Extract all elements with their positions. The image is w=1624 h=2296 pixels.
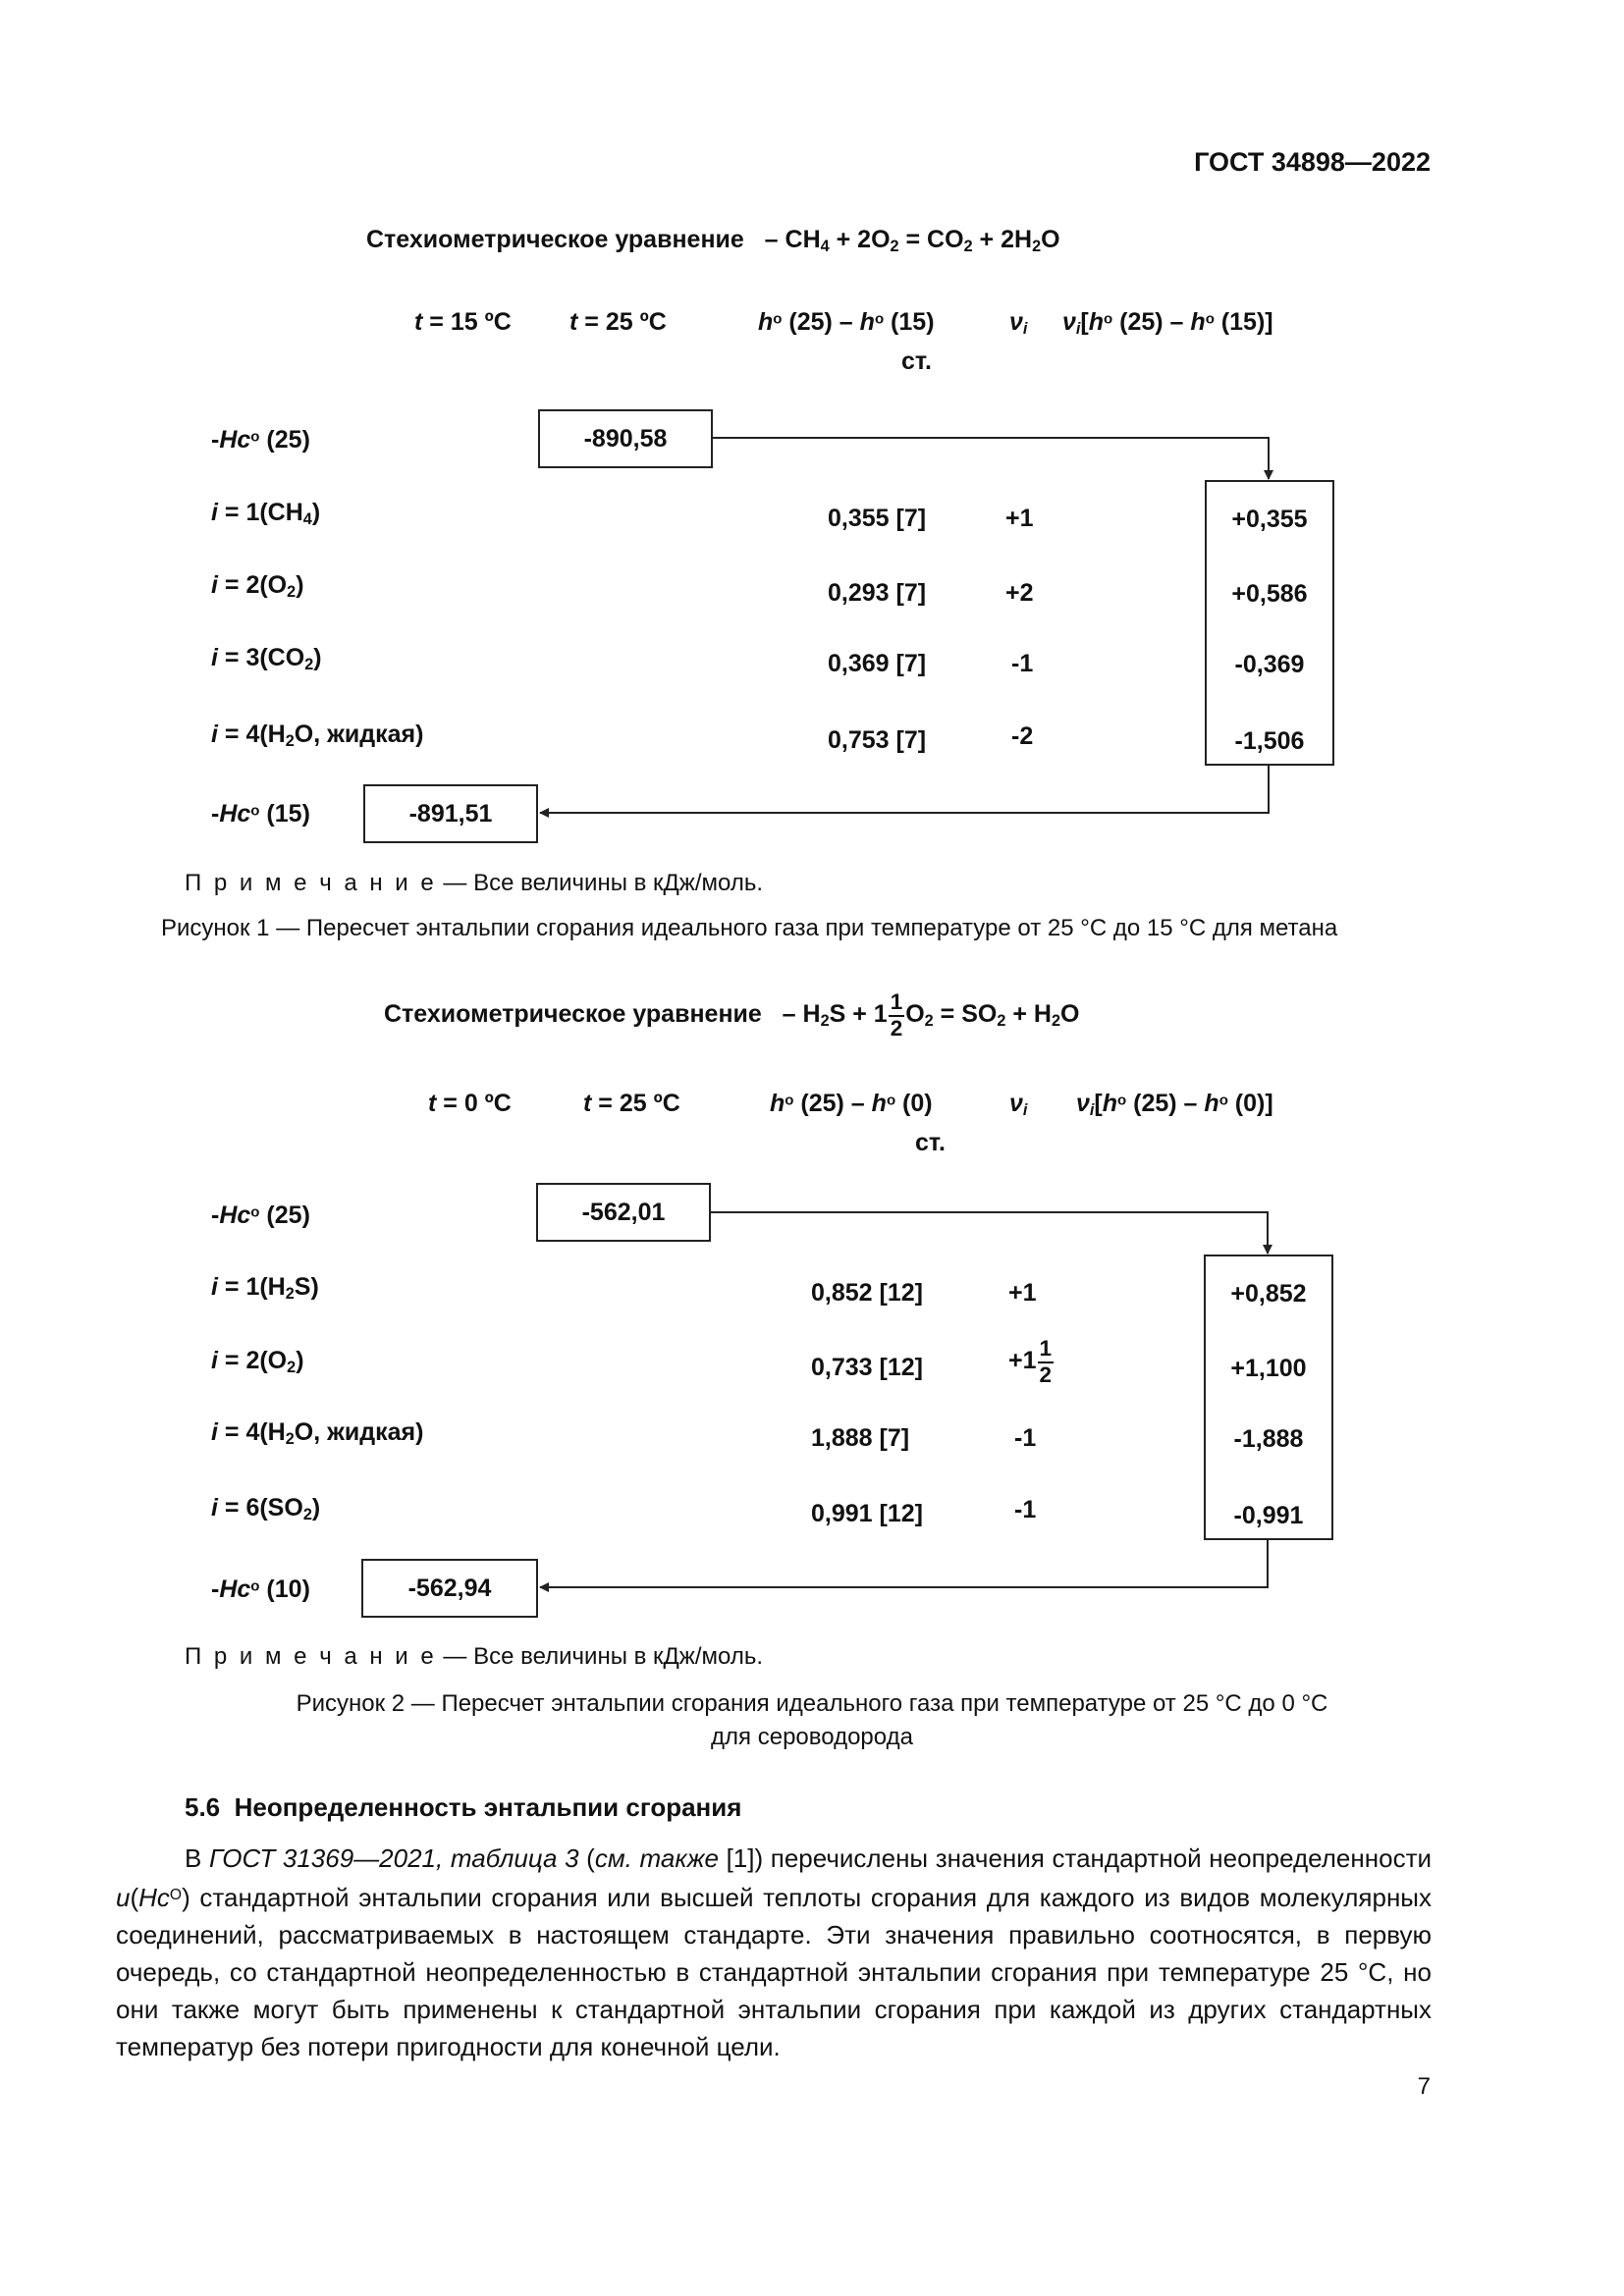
fig1-arrow-bottom — [540, 766, 1269, 813]
fig2-product-value: +0,852 — [1230, 1280, 1307, 1308]
fig1-hc-bottom-box: -891,51 — [363, 784, 538, 843]
fig1-row-label: $i = 3(CO_2)$ — [211, 644, 322, 674]
fig2-col-product: $\nu_i[h^o$ $(25) - h^o$ (0)] — [1076, 1090, 1273, 1120]
fig2-col-t2: t = 25 ºС — [583, 1090, 680, 1117]
fig2-col-st: ст. — [915, 1129, 946, 1156]
fig2-nu-value-mixed: +1 $\frac{1}{2}$ — [1008, 1336, 1053, 1387]
fig1-row-label: $i = 4(H_2O$, жидкая) — [211, 721, 424, 751]
fig2-hc-bottom-label: -Hc$^o$ (10) — [211, 1575, 310, 1603]
fig2-hc-bottom-box: -562,94 — [361, 1559, 538, 1618]
fig2-col-hdiff: $h^o$ $(25) - h^o$ (0) — [770, 1090, 933, 1117]
fig2-arrow-top — [711, 1212, 1268, 1254]
fig1-col-t2: t = 25 ºС — [569, 308, 667, 336]
fig1-product-value: +0,355 — [1231, 506, 1308, 533]
fig1-col-t1: t = 15 ºС — [414, 308, 512, 336]
fig2-hc-top-box: -562,01 — [536, 1183, 711, 1242]
fig2-row-label: $i = 1(H_2S)$ — [211, 1273, 319, 1304]
section-paragraph: В ГОСТ 31369—2021, таблица 3 (см. также [1]) перечислены значения стандартной неопределенности $u(Hc^O)$ стандартной энтальпии сгорания или высшей теплоты сгорания для каждого из видов молекулярных соединений, рассматриваемых в настоящем стандарте. Эти значения правильно соотносятся, в первую очередь, со стандартной неопределенностью в стандартной энтальпии сгорания при температуре 25 °С, но они также могут быть применены к стандартной энтальпии сгорания при каждой из других стандартных температур без потери пригодности для конечной цели. — [116, 1843, 1433, 2062]
fig2-row-label: $i = 6(SO_2)$ — [211, 1494, 321, 1524]
fig1-note: П р и м е ч а н и е — Все величины в кДж/моль. — [185, 870, 764, 896]
fig1-hc-bottom-label: -Hc$^o$ (15) — [211, 800, 310, 828]
fig2-nu-value: -1 — [1014, 1424, 1037, 1452]
fig2-h-value: 0,991 [12] — [811, 1500, 923, 1527]
fig1-row-label: $i = 2(O_2)$ — [211, 571, 304, 602]
fig2-col-nu: $\nu_i$ — [1009, 1090, 1028, 1120]
fig1-col-hdiff: $h^o$ $(25) - h^o$ (15) — [758, 308, 935, 336]
fig2-product-value: -1,888 — [1233, 1425, 1304, 1453]
fig2-product-value: -0,991 — [1233, 1502, 1304, 1529]
section-heading: 5.6 Неопределенность энтальпии сгорания — [185, 1792, 742, 1822]
fig1-hc-top-label: -Hc$^o$ (25) — [211, 426, 310, 454]
fig1-nu-value: -1 — [1011, 650, 1034, 677]
fig2-product-value: +1,100 — [1230, 1355, 1307, 1382]
fig1-hc-top-box: -890,58 — [538, 409, 713, 468]
fig2-row-label: $i = 2(O_2)$ — [211, 1347, 304, 1377]
fig2-col-t1: t = 0 ºС — [428, 1090, 512, 1117]
fig2-caption-line1: Рисунок 2 — Пересчет энтальпии сгорания идеального газа при температуре от 25 °С до 0 °С — [296, 1690, 1328, 1717]
fig1-col-st: ст. — [901, 347, 932, 375]
fig1-row-label: $i = 1(CH_4)$ — [211, 499, 321, 529]
fig1-product-value: +0,586 — [1231, 580, 1308, 608]
fig1-equation-label: Стехиометрическое уравнение — [366, 226, 744, 253]
fig2-row-label: $i = 4(H_2O$, жидкая) — [211, 1418, 424, 1449]
fig2-arrow-bottom — [540, 1540, 1268, 1587]
fig2-equation: Стехиометрическое уравнение – $H_2S + 1$ $\frac{1}{2}$ $O_2 = SO_2 + H_2O$ — [384, 989, 1080, 1041]
document-number: ГОСТ 34898—2022 — [1194, 147, 1431, 177]
fig2-note: П р и м е ч а н и е — Все величины в кДж/моль. — [185, 1643, 764, 1670]
fig2-hc-top-label: -Hc$^o$ (25) — [211, 1201, 310, 1229]
fig1-h-value: 0,369 [7] — [828, 650, 927, 677]
fig1-nu-value: +2 — [1005, 579, 1034, 607]
fig2-h-value: 0,852 [12] — [811, 1279, 923, 1307]
fig1-product-value: -0,369 — [1234, 651, 1305, 678]
fig1-equation: Стехиометрическое уравнение – $CH_4 + 2O_2 = CO_2 + 2H_2O$ — [366, 226, 1060, 256]
fig1-product-value: -1,506 — [1234, 727, 1305, 755]
fig2-nu-value: +1 — [1008, 1279, 1037, 1307]
fig2-caption-line2: для сероводорода — [711, 1724, 913, 1750]
fig2-equation-label: Стехиометрическое уравнение — [384, 1000, 762, 1029]
fig1-h-value: 0,293 [7] — [828, 579, 927, 607]
fig1-h-value: 0,355 [7] — [828, 505, 927, 532]
fig1-arrow-top — [713, 438, 1269, 479]
fig1-col-nu: $\nu_i$ — [1009, 308, 1028, 339]
fig1-caption: Рисунок 1 — Пересчет энтальпии сгорания идеального газа при температуре от 25 °С до 15 °С для метана — [161, 915, 1338, 941]
page-number: 7 — [1417, 2073, 1431, 2100]
fig1-h-value: 0,753 [7] — [828, 726, 927, 754]
fig1-nu-value: +1 — [1005, 505, 1034, 532]
fig2-nu-value: -1 — [1014, 1496, 1037, 1523]
fig2-h-value: 0,733 [12] — [811, 1354, 923, 1381]
fig1-nu-value: -2 — [1011, 722, 1034, 750]
fig1-col-product: $\nu_i[h^o$ $(25) - h^o$ (15)] — [1062, 308, 1273, 339]
fig2-h-value: 1,888 [7] — [811, 1424, 910, 1452]
standard-reference: ГОСТ 31369—2021, таблица 3 — [208, 1843, 579, 1873]
